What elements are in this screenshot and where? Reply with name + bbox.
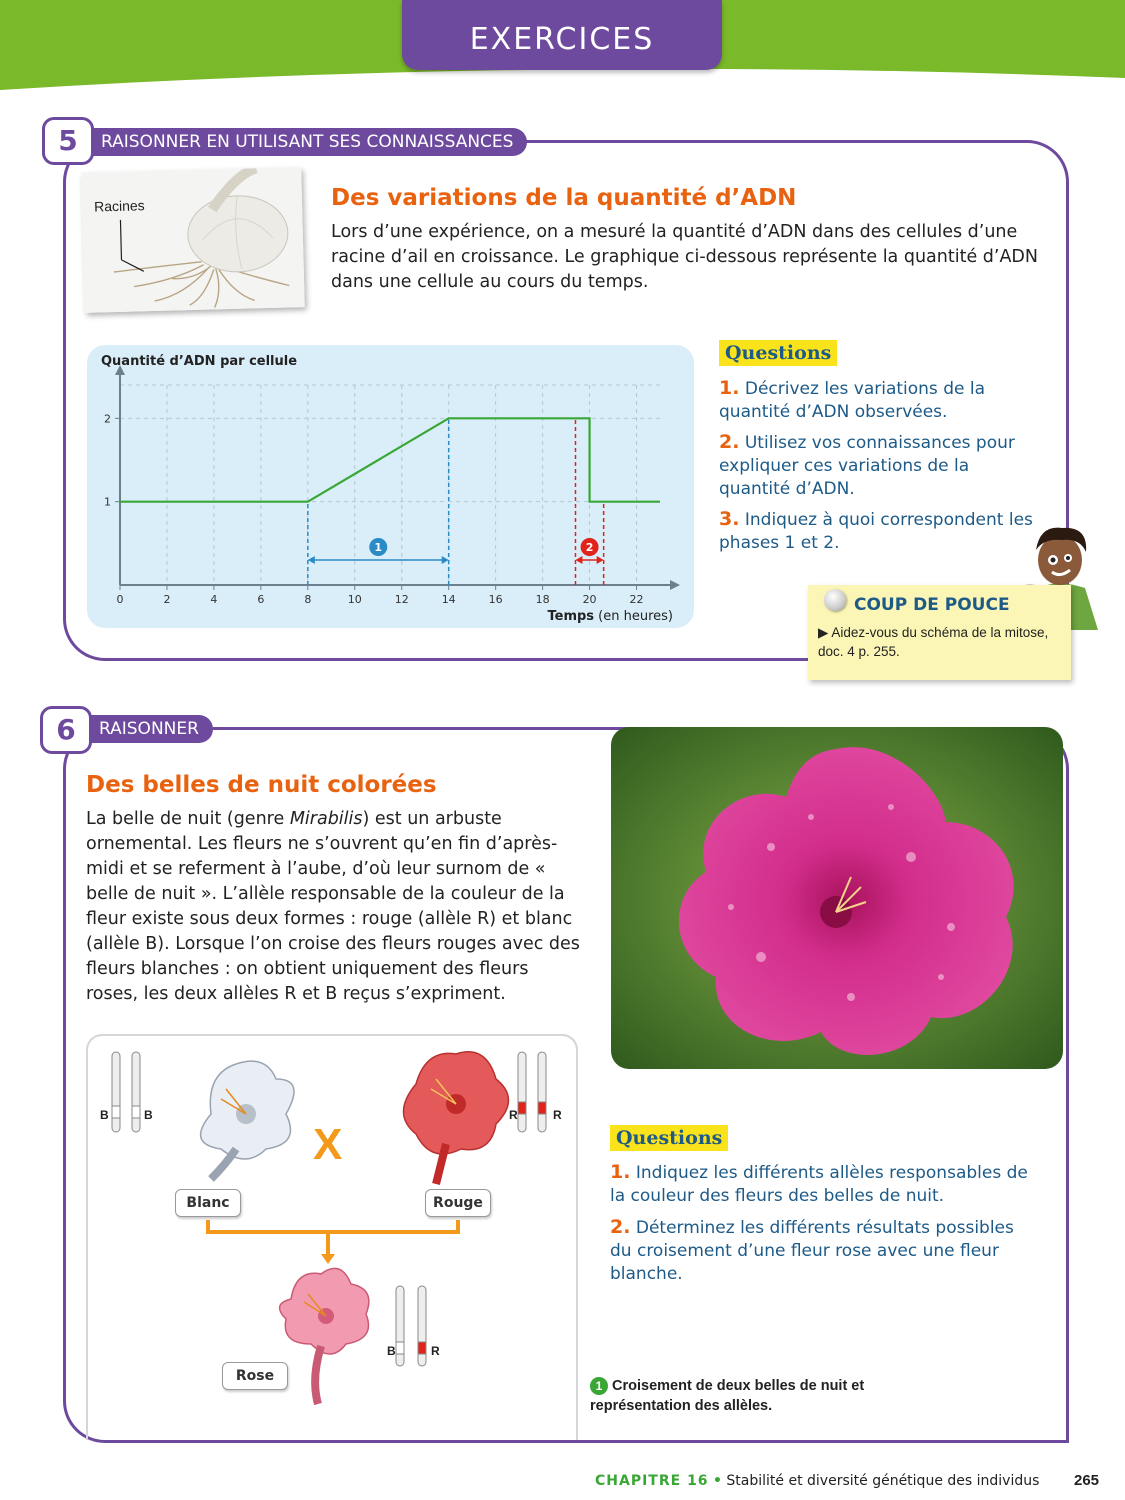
red-chromosomes [518, 1052, 546, 1132]
y-axis-label: Quantité d’ADN par cellule [101, 354, 298, 369]
exercise-5-section-label: RAISONNER EN UTILISANT SES CONNAISSANCES [91, 128, 527, 156]
phase-number-label: 2 [585, 541, 594, 554]
question-item: 2. Utilisez vos connaissances pour expliquer ces variations de la quantité d’ADN. [719, 431, 1015, 499]
phase-arrow-head [308, 556, 315, 564]
allele-label-b-pink: B [387, 1344, 396, 1358]
exercise-6-paragraph: La belle de nuit (genre Mirabilis) est un arbuste ornemental. Les fleurs ne s’ouvrent qu’en fin d’après-midi et se referment à l’aube, d’où leur surnom de « belle de nuit ». L’allèle responsable de la couleur de la fleur existe sous deux formes : rouge (allèle R) et blanc (allèle B). Lorsque l’on croise des fleurs rouges avec des fleurs blanches : on obtient uniquement des fleurs roses, les deux allèles R et B reçus s’expriment. [86, 809, 580, 1004]
exercise-5-questions-title: Questions [719, 340, 837, 366]
question-item: 1. Décrivez les variations de la quantité d’ADN observées. [719, 377, 985, 422]
x-tick-label: 22 [629, 593, 644, 606]
red-flower [404, 1052, 509, 1184]
dna-quantity-line [120, 418, 660, 501]
x-tick-label: 0 [116, 593, 124, 606]
white-chromosomes [112, 1052, 140, 1132]
flower-photo [611, 727, 1063, 1069]
coup-de-pouce-note [808, 585, 1071, 680]
dna-chart [87, 345, 694, 628]
footer-bullet: • [713, 1473, 722, 1489]
x-tick-label: 14 [441, 593, 456, 606]
allele-label-b-right: B [144, 1108, 153, 1122]
question-item: 3. Indiquez à quoi correspondent les phases 1 et 2. [719, 508, 1033, 553]
exercise-6-number: 6 [40, 706, 92, 754]
diagram-caption: 1 Croisement de deux belles de nuit et représentation des allèles. [590, 1378, 865, 1414]
exercise-5-number: 5 [42, 117, 94, 165]
pink-flower [280, 1268, 369, 1404]
garlic-illustration [81, 167, 305, 313]
page-footer [595, 1473, 1039, 1489]
pink-flower-label: Rose [222, 1362, 288, 1390]
x-tick-label: 12 [394, 593, 409, 606]
x-tick-label: 18 [535, 593, 550, 606]
y-tick-label: 2 [104, 412, 111, 426]
roots-label: Racines [93, 197, 145, 215]
footer-chapter: CHAPITRE 16 [595, 1473, 709, 1489]
page-number: 265 [1074, 1472, 1100, 1489]
allele-label-b-left: B [100, 1108, 109, 1122]
exercise-6-title: Des belles de nuit colorées [86, 772, 437, 798]
x-tick-label: 20 [582, 593, 597, 606]
phase-arrow-head [575, 556, 582, 564]
red-flower-label: Rouge [425, 1189, 491, 1217]
x-tick-label: 8 [304, 593, 312, 606]
caption-number-badge: 1 [590, 1377, 608, 1395]
pink-chromosomes [396, 1286, 426, 1366]
x-axis-label: Temps (en heures) [547, 609, 673, 624]
y-tick-label: 1 [104, 495, 111, 509]
arrow-down-icon [321, 1254, 335, 1264]
coup-de-pouce-title: COUP DE POUCE [854, 595, 1010, 615]
footer-subject: Stabilité et diversité génétique des individus [726, 1473, 1040, 1489]
garlic-photo [81, 167, 305, 313]
exercise-6-questions-title: Questions [610, 1125, 728, 1151]
phase-arrow-head [597, 556, 604, 564]
exercise-6-section-label: RAISONNER [89, 715, 213, 743]
x-tick-label: 4 [210, 593, 218, 606]
phase-arrow-head [442, 556, 449, 564]
x-tick-label: 6 [257, 593, 265, 606]
coup-de-pouce-text: ▶ Aidez-vous du schéma de la mitose, doc. 4 p. 255. [818, 625, 1049, 659]
phase-number-label: 1 [374, 541, 383, 554]
exercise-5-questions [719, 377, 1039, 555]
cross-symbol: X [313, 1120, 343, 1169]
x-tick-label: 2 [163, 593, 171, 606]
question-item: 1. Indiquez les différents allèles responsables de la couleur des fleurs des belles de nuit. [610, 1161, 1028, 1206]
exercise-5-title: Des variations de la quantité d’ADN [331, 185, 797, 211]
exercise-6-questions [610, 1161, 1030, 1286]
white-flower [201, 1061, 294, 1179]
x-axis-arrow [670, 580, 680, 590]
exercise-5-intro: Lors d’une expérience, on a mesuré la quantité d’ADN dans des cellules d’une racine d’ail en croissance. Le graphique ci-dessous représente la quantité d’ADN dans une cellule au cours du temps. [331, 222, 1038, 292]
x-tick-label: 16 [488, 593, 503, 606]
question-item: 2. Déterminez les différents résultats possibles du croisement d’une fleur rose avec une fleur blanche. [610, 1216, 1014, 1284]
page-header-title: EXERCICES [402, 0, 722, 70]
x-tick-label: 10 [347, 593, 362, 606]
allele-label-r-pink: R [431, 1344, 440, 1358]
cross-diagram-drawing [86, 1034, 576, 1438]
white-flower-label: Blanc [175, 1189, 241, 1217]
allele-label-r-right: R [553, 1108, 562, 1122]
allele-label-r-left: R [509, 1108, 518, 1122]
pin-icon [824, 589, 846, 611]
